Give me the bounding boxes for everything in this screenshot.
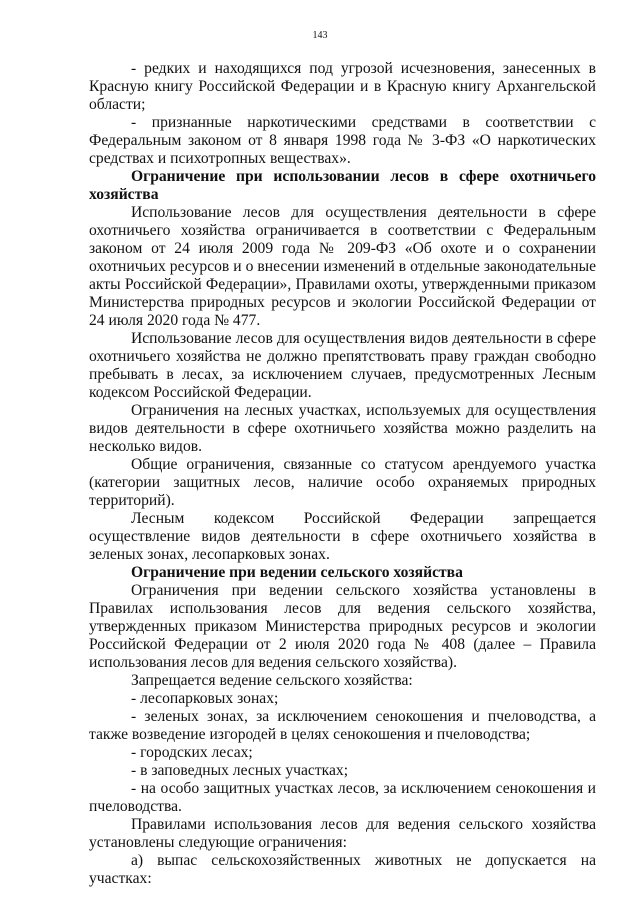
- paragraph: Общие ограничения, связанные со статусом арендуемого участка (категории защитных лесов, наличие особо охраняемых природных территорий).: [89, 456, 596, 509]
- paragraph: - редких и находящихся под угрозой исчезновения, занесенных в Красную книгу Российской Федерации и в Красную книгу Архангельской области;: [89, 60, 596, 113]
- paragraph: Лесным кодексом Российской Федерации запрещается осуществление видов деятельности в сфере охотничьего хозяйства в зеленых зонах, лесопарковых зонах.: [89, 510, 596, 563]
- paragraph: Правилами использования лесов для ведения сельского хозяйства установлены следующие ограничения:: [89, 816, 596, 851]
- paragraph: - в заповедных лесных участках;: [131, 762, 349, 779]
- paragraph: - городских лесах;: [131, 744, 253, 761]
- paragraph: Использование лесов для осуществления видов деятельности в сфере охотничьего хозяйства не должно препятствовать праву граждан свободно пребывать в лесах, за исключением случаев, предусмотренных Лесным кодексом Российской Федерации.: [89, 330, 596, 401]
- page-number: 143: [312, 30, 328, 41]
- section-heading: Ограничение при использовании лесов в сфере охотничьего хозяйства: [89, 168, 596, 203]
- section-heading: Ограничение при ведении сельского хозяйства: [131, 564, 463, 581]
- paragraph: - лесопарковых зонах;: [131, 690, 279, 707]
- document-body: [89, 60, 596, 888]
- paragraph: Ограничения при ведении сельского хозяйства установлены в Правилах использования лесов для ведения сельского хозяйства, утвержденных приказом Министерства природных ресурсов и экологии Российской Федерации от 2 июля 2020 года № 408 (далее – Правила использования лесов для ведения сельского хозяйства).: [89, 582, 596, 671]
- paragraph: а) выпас сельскохозяйственных животных не допускается на участках:: [89, 852, 596, 887]
- paragraph: Запрещается ведение сельского хозяйства:: [131, 672, 413, 689]
- paragraph: - зеленых зонах, за исключением сенокошения и пчеловодства, а также возведение изгородей в целях сенокошения и пчеловодства;: [89, 708, 596, 743]
- paragraph: - на особо защитных участках лесов, за исключением сенокошения и пчеловодства.: [89, 780, 596, 815]
- paragraph: Использование лесов для осуществления деятельности в сфере охотничьего хозяйства ограничивается в соответствии с Федеральным законом от 24 июля 2009 года № 209-ФЗ «Об охоте и о сохранении охотничьих ресурсов и о внесении изменений в отдельные законодательные акты Российской Федерации», Правилами охоты, утвержденными приказом Министерства природных ресурсов и экологии Российской Федерации от 24 июля 2020 года № 477.: [89, 204, 596, 329]
- paragraph: Ограничения на лесных участках, используемых для осуществления видов деятельности в сфере охотничьего хозяйства можно разделить на несколько видов.: [89, 402, 596, 455]
- paragraph: - признанные наркотическими средствами в соответствии с Федеральным законом от 8 января 1998 года № 3-ФЗ «О наркотических средствах и психотропных веществах».: [89, 114, 596, 167]
